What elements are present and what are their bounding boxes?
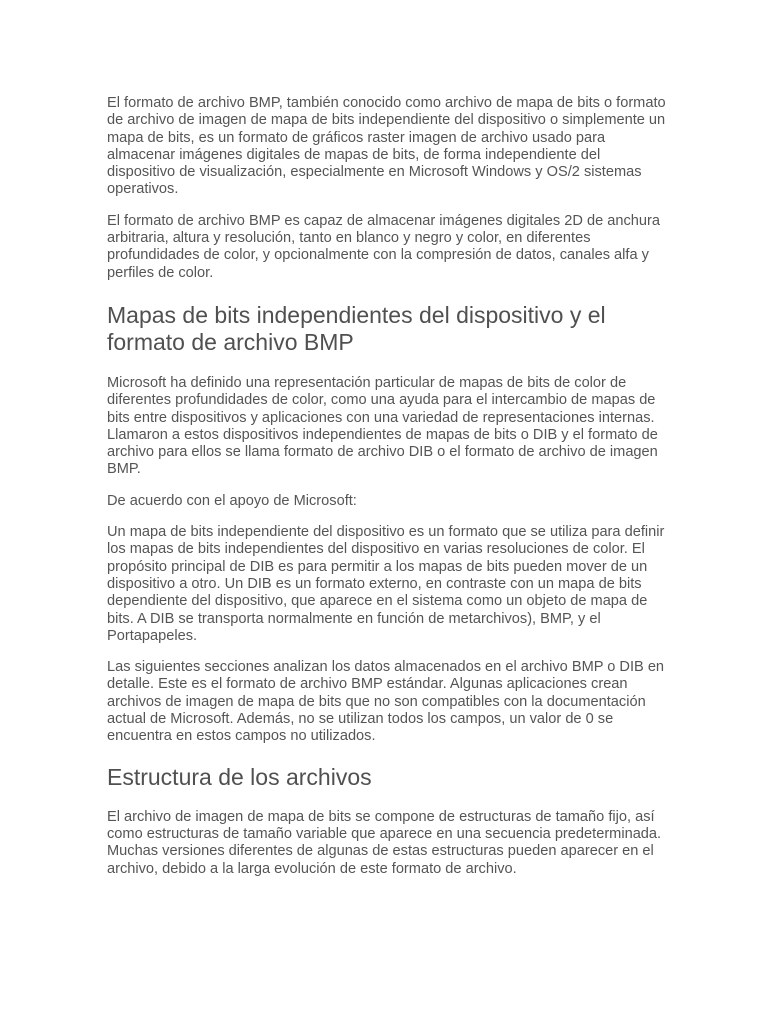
paragraph-bmp-capabilities: El formato de archivo BMP es capaz de almacenar imágenes digitales 2D de anchura arbitraria, altura y resolución, tanto en blanco y negro y color, en diferentes profundidades de color, y opcionalmente con la compresión de datos, canales alfa y perfiles de color. (107, 212, 660, 281)
paragraph-dib-description: Un mapa de bits independiente del dispositivo es un formato que se utiliza para definir los mapas de bits independientes del dispositivo en varias resoluciones de color. El propósito principal de DIB es para permitir a los mapas de bits pueden mover de un dispositivo a otro. Un DIB es un formato externo, en contraste con un mapa de bits dependiente del dispositivo, que aparece en el sistema como un objeto de mapa de bits. A DIB se transporta normalmente en función de metarchivos), BMP, y el Portapapeles. (107, 524, 665, 644)
paragraph-bmp-intro: El formato de archivo BMP, también conocido como archivo de mapa de bits o formato de archivo de imagen de mapa de bits independiente del dispositivo o simplemente un mapa de bits, es un formato de gráficos raster imagen de archivo usado para almacenar imágenes digitales de mapas de bits, de forma independiente del dispositivo de visualización, especialmente en Microsoft Windows y OS/2 sistemas operativos. (107, 95, 666, 198)
section-heading-dib: Mapas de bits independientes del dispositivo y el formato de archivo BMP (107, 301, 606, 355)
paragraph-microsoft-support: De acuerdo con el apoyo de Microsoft: (107, 492, 357, 509)
section-heading-structure: Estructura de los archivos (107, 763, 372, 790)
document-page (107, 95, 667, 892)
paragraph-sections-overview: Las siguientes secciones analizan los datos almacenados en el archivo BMP o DIB en detalle. Este es el formato de archivo BMP estándar. Algunas aplicaciones crean archivos de imagen de mapa de bits que no son compatibles con la documentación actual de Microsoft. Además, no se utilizan todos los campos, un valor de 0 se encuentra en estos campos no utilizados. (107, 659, 665, 745)
paragraph-microsoft-definition: Microsoft ha definido una representación particular de mapas de bits de color de diferentes profundidades de color, como una ayuda para el intercambio de mapas de bits entre dispositivos y aplicaciones con una variedad de representaciones internas. Llamaron a estos dispositivos independientes de mapas de bits o DIB y el formato de archivo para ellos se llama formato de archivo DIB o el formato de archivo de imagen BMP. (107, 374, 658, 478)
paragraph-file-structure: El archivo de imagen de mapa de bits se compone de estructuras de tamaño fijo, así como estructuras de tamaño variable que aparece en una secuencia predeterminada. Muchas versiones diferentes de algunas de estas estructuras pueden aparecer en el archivo, debido a la larga evolución de este formato de archivo. (107, 808, 662, 877)
